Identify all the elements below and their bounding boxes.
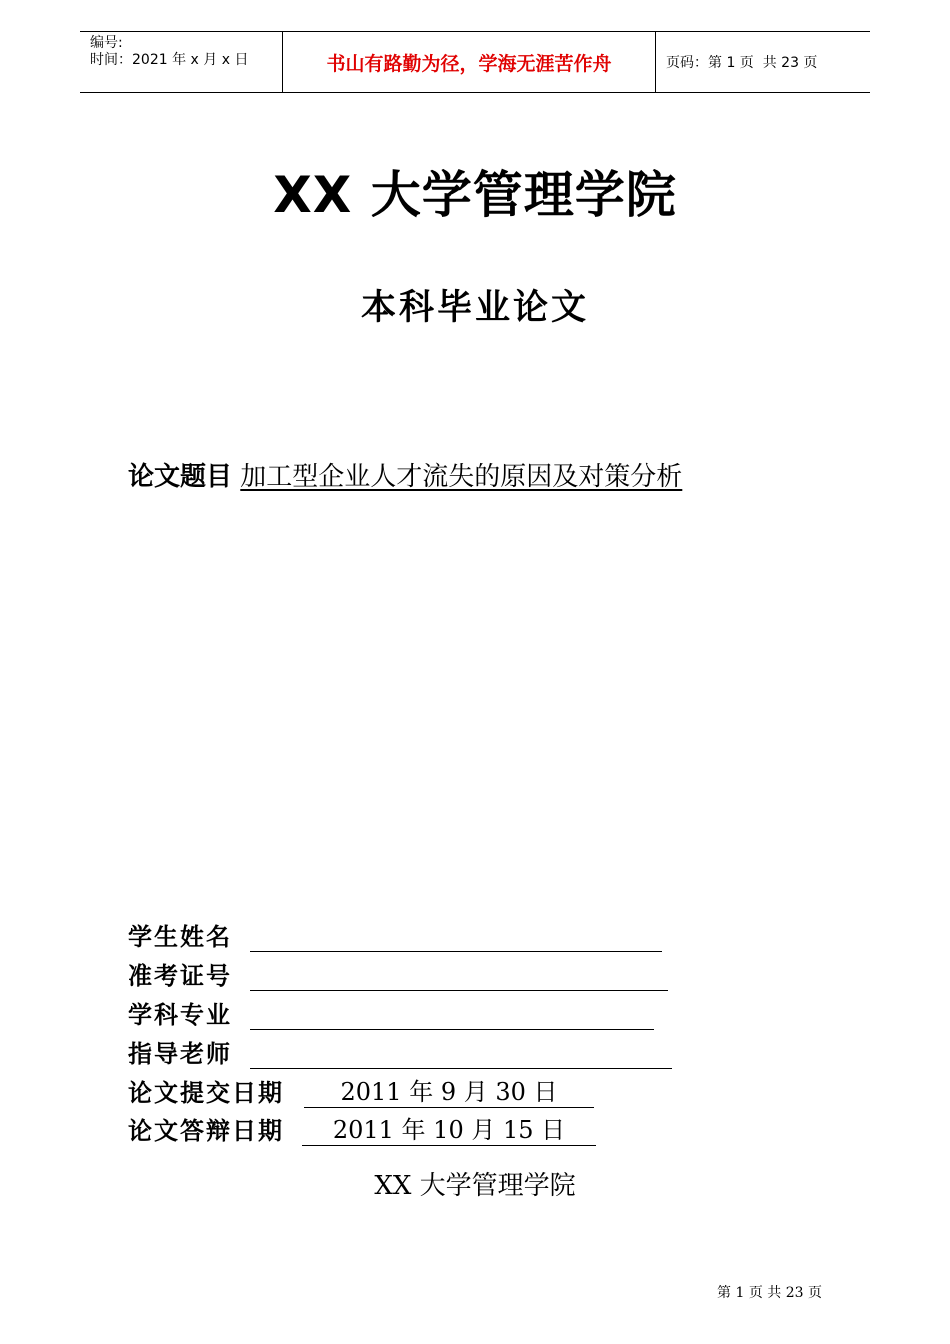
- header-meta: [80, 32, 282, 92]
- submit-date-row: [128, 1072, 594, 1108]
- major-label: 学科专业: [128, 1000, 232, 1029]
- advisor-row: [128, 1034, 672, 1069]
- exam-id-row: [128, 956, 668, 991]
- student-name-field[interactable]: [250, 929, 662, 952]
- exam-id-label: 准考证号: [128, 961, 232, 990]
- header-page: [656, 32, 870, 92]
- page-header: [80, 31, 870, 93]
- submit-date-label: 论文提交日期: [128, 1078, 284, 1107]
- thesis-topic: [128, 456, 682, 493]
- major-row: [128, 995, 654, 1030]
- topic-value: 加工型企业人才流失的原因及对策分析: [240, 462, 683, 492]
- defense-date-row: [128, 1110, 596, 1146]
- advisor-label: 指导老师: [128, 1039, 232, 1068]
- institution-title: XX 大学管理学院: [273, 166, 677, 224]
- page-number: 第 1 页 共 23 页: [717, 1285, 822, 1301]
- time-label: 时间：2021 年 x 月 x 日: [90, 52, 249, 68]
- exam-id-field[interactable]: [250, 968, 668, 991]
- advisor-field[interactable]: [250, 1046, 672, 1069]
- header-page-label: 页码：第 1 页 共 23 页: [666, 55, 818, 71]
- footer-institution: XX 大学管理学院: [374, 1171, 576, 1201]
- major-field[interactable]: [250, 1007, 654, 1030]
- defense-date-label: 论文答辩日期: [128, 1116, 284, 1145]
- topic-label: 论文题目: [128, 462, 233, 492]
- submit-date-value[interactable]: 2011 年 9 月 30 日: [304, 1072, 594, 1108]
- defense-date-value[interactable]: 2011 年 10 月 15 日: [302, 1110, 596, 1146]
- document-type: 本科毕业论文: [360, 287, 589, 328]
- number-label: 编号:: [90, 35, 123, 51]
- student-name-row: [128, 917, 662, 952]
- header-motto: 书山有路勤为径，学海无涯苦作舟: [282, 32, 656, 92]
- student-name-label: 学生姓名: [128, 922, 232, 951]
